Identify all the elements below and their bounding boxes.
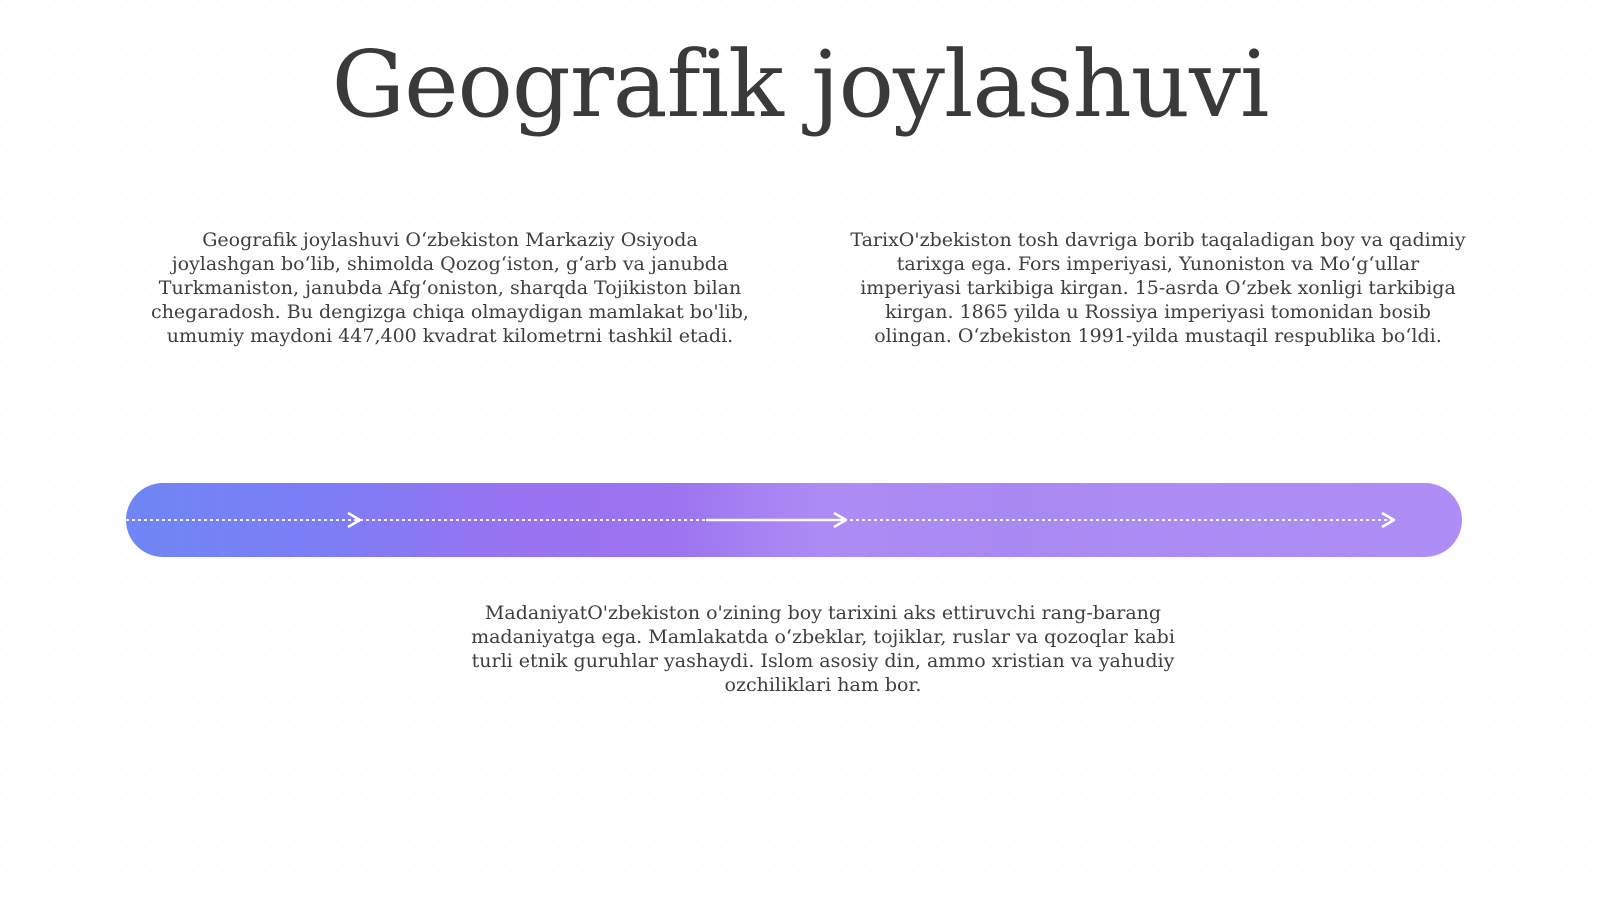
culture-text-block: MadaniyatO'zbekiston o'zining boy tarixini aks ettiruvchi rang-barang madaniyatga ega. Mamlakatda o‘zbeklar, tojiklar, ruslar va qozoqlar kabi turli etnik guruhlar yashaydi. Islom asosiy din, ammo xristian va yahudiy ozchiliklari ham bor. [471,602,1175,696]
geography-text-block: Geografik joylashuvi O‘zbekiston Markaziy Osiyoda joylashgan bo‘lib, shimolda Qozog‘iston, g‘arb va janubda Turkmaniston, janubda Afg‘oniston, sharqda Tojikiston bilan chegaradosh. Bu dengizga chiqa olmaydigan mamlakat bo'lib, umumiy maydoni 447,400 kvadrat kilometrni tashkil etadi. [151,229,749,347]
slide-title: Geografik joylashuvi [331,31,1269,138]
timeline-bar [126,483,1462,557]
timeline-arrows [126,483,1462,557]
history-text-block: TarixO'zbekiston tosh davriga borib taqaladigan boy va qadimiy tarixga ega. Fors imperiyasi, Yunoniston va Mo‘g‘ullar imperiyasi tarkibiga kirgan. 15-asrda O‘zbek xonligi tarkibiga kirgan. 1865 yilda u Rossiya imperiyasi tomonidan bosib olingan. O‘zbekiston 1991-yilda mustaqil respublika bo‘ldi. [850,229,1466,347]
arrow-right-icon [1382,513,1394,527]
